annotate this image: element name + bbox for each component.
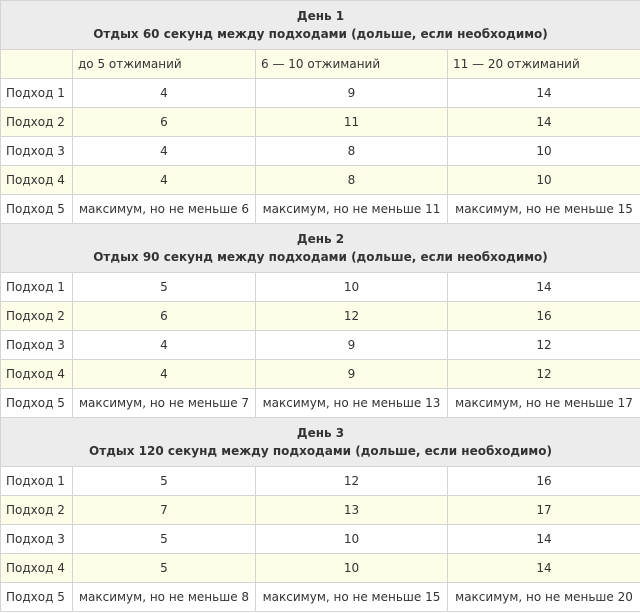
set-label: Подход 4 xyxy=(1,554,73,583)
table-cell: 4 xyxy=(73,331,256,360)
table-cell: 9 xyxy=(256,79,448,108)
table-cell: 12 xyxy=(448,331,640,360)
table-cell: 14 xyxy=(448,79,640,108)
set-label: Подход 2 xyxy=(1,302,73,331)
table-cell: 4 xyxy=(73,79,256,108)
table-cell: 5 xyxy=(73,467,256,496)
table-row xyxy=(1,525,640,554)
table-row xyxy=(1,302,640,331)
table-row xyxy=(1,137,640,166)
day-header xyxy=(1,1,640,50)
day-title: День 2 xyxy=(296,232,345,246)
day-rest-note: Отдых 60 секунд между подходами (дольше, если необходимо) xyxy=(93,27,548,41)
table-row xyxy=(1,195,640,224)
table-cell: 5 xyxy=(73,525,256,554)
table-cell: 4 xyxy=(73,360,256,389)
set-label: Подход 5 xyxy=(1,195,73,224)
day-header xyxy=(1,418,640,467)
table-cell: 9 xyxy=(256,331,448,360)
table-cell: 13 xyxy=(256,496,448,525)
set-label: Подход 5 xyxy=(1,583,73,612)
table-row xyxy=(1,467,640,496)
table-row xyxy=(1,331,640,360)
table-body xyxy=(1,1,640,612)
table-cell: 14 xyxy=(448,525,640,554)
day-title: День 1 xyxy=(296,9,345,23)
table-cell: 4 xyxy=(73,166,256,195)
set-label: Подход 1 xyxy=(1,273,73,302)
set-label: Подход 1 xyxy=(1,79,73,108)
table-cell: 12 xyxy=(256,302,448,331)
table-cell: максимум, но не меньше 17 xyxy=(448,389,640,418)
column-header-empty xyxy=(1,50,73,79)
column-header-row xyxy=(1,50,640,79)
set-label: Подход 1 xyxy=(1,467,73,496)
table-row xyxy=(1,79,640,108)
table-row xyxy=(1,496,640,525)
column-header: 6 — 10 отжиманий xyxy=(256,50,448,79)
set-label: Подход 4 xyxy=(1,166,73,195)
table-cell: максимум, но не меньше 11 xyxy=(256,195,448,224)
table-cell: 5 xyxy=(73,273,256,302)
table-row xyxy=(1,554,640,583)
table-cell: 10 xyxy=(448,137,640,166)
set-label: Подход 5 xyxy=(1,389,73,418)
table-cell: 6 xyxy=(73,108,256,137)
set-label: Подход 3 xyxy=(1,137,73,166)
table-row xyxy=(1,166,640,195)
day-title: День 3 xyxy=(296,426,345,440)
table-cell: максимум, но не меньше 6 xyxy=(73,195,256,224)
table-cell: 17 xyxy=(448,496,640,525)
table-cell: 14 xyxy=(448,108,640,137)
day-header-row xyxy=(1,1,640,50)
table-cell: 10 xyxy=(256,273,448,302)
table-cell: 14 xyxy=(448,273,640,302)
table-cell: 9 xyxy=(256,360,448,389)
day-header-row xyxy=(1,418,640,467)
table-cell: 16 xyxy=(448,467,640,496)
table-cell: 10 xyxy=(448,166,640,195)
table-cell: 4 xyxy=(73,137,256,166)
set-label: Подход 2 xyxy=(1,108,73,137)
day-header xyxy=(1,224,640,273)
set-label: Подход 4 xyxy=(1,360,73,389)
table-row xyxy=(1,583,640,612)
day-rest-note: Отдых 120 секунд между подходами (дольше, если необходимо) xyxy=(89,444,552,458)
table-row xyxy=(1,360,640,389)
table-cell: максимум, но не меньше 7 xyxy=(73,389,256,418)
table-cell: 8 xyxy=(256,166,448,195)
table-cell: 16 xyxy=(448,302,640,331)
table-cell: 14 xyxy=(448,554,640,583)
column-header: 11 — 20 отжиманий xyxy=(448,50,640,79)
table-row xyxy=(1,273,640,302)
table-cell: 10 xyxy=(256,525,448,554)
set-label: Подход 2 xyxy=(1,496,73,525)
table-cell: максимум, но не меньше 20 xyxy=(448,583,640,612)
column-header: до 5 отжиманий xyxy=(73,50,256,79)
set-label: Подход 3 xyxy=(1,331,73,360)
table-row xyxy=(1,108,640,137)
table-cell: 5 xyxy=(73,554,256,583)
table-cell: максимум, но не меньше 15 xyxy=(256,583,448,612)
table-cell: 11 xyxy=(256,108,448,137)
table-cell: 12 xyxy=(448,360,640,389)
table-cell: 10 xyxy=(256,554,448,583)
table-cell: 6 xyxy=(73,302,256,331)
table-cell: 7 xyxy=(73,496,256,525)
table-cell: 12 xyxy=(256,467,448,496)
day-header-row xyxy=(1,224,640,273)
day-rest-note: Отдых 90 секунд между подходами (дольше, если необходимо) xyxy=(93,250,548,264)
table-cell: 8 xyxy=(256,137,448,166)
table-cell: максимум, но не меньше 13 xyxy=(256,389,448,418)
table-cell: максимум, но не меньше 15 xyxy=(448,195,640,224)
table-row xyxy=(1,389,640,418)
set-label: Подход 3 xyxy=(1,525,73,554)
table-cell: максимум, но не меньше 8 xyxy=(73,583,256,612)
